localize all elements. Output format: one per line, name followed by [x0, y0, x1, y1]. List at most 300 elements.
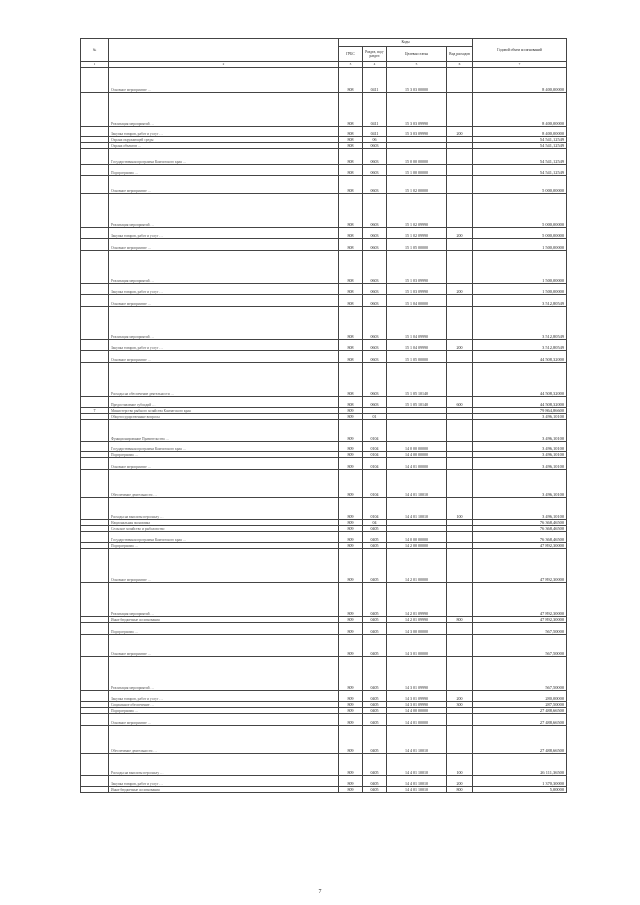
razdel-code: 0603 — [363, 239, 387, 251]
grbs-code: 809 — [339, 442, 363, 452]
row-number — [81, 549, 109, 583]
row-number — [81, 295, 109, 307]
razdel-code: 0405 — [363, 691, 387, 702]
row-number — [81, 498, 109, 520]
expense-type-code — [447, 351, 473, 363]
target-article-code: 15 3 03 00000 — [387, 68, 447, 93]
target-article-code: 14 3 00 00000 — [387, 623, 447, 635]
expense-type-code — [447, 363, 473, 397]
target-article-code: 15 1 00 00000 — [387, 165, 447, 176]
grbs-code: 809 — [339, 691, 363, 702]
row-description: Министерство рыбного хозяйства Камчатского края — [109, 408, 339, 414]
table-row — [81, 787, 567, 793]
amount-value: 26 111,36500 — [473, 754, 567, 776]
row-description: Основное мероприятие … — [109, 295, 339, 307]
row-number — [81, 397, 109, 408]
row-number — [81, 127, 109, 137]
table-row — [81, 623, 567, 635]
row-number — [81, 307, 109, 340]
grbs-code: 809 — [339, 714, 363, 726]
table-row — [81, 583, 567, 617]
row-description: Социальное обеспечение … — [109, 702, 339, 708]
amount-value: 3 496,10100 — [473, 414, 567, 420]
amount-value: 3 496,10100 — [473, 420, 567, 442]
row-number — [81, 68, 109, 93]
row-description: Сельское хозяйство и рыболовство — [109, 526, 339, 532]
target-article-code: 14 3 01 09990 — [387, 702, 447, 708]
table-row — [81, 420, 567, 442]
razdel-code: 0405 — [363, 702, 387, 708]
row-description: Подпрограмма … — [109, 708, 339, 714]
amount-value: 3 512,80549 — [473, 307, 567, 340]
grbs-code: 808 — [339, 351, 363, 363]
row-description: Закупка товаров, работ и услуг … — [109, 776, 339, 787]
expense-type-code — [447, 307, 473, 340]
expense-type-code — [447, 532, 473, 543]
razdel-code: 0603 — [363, 228, 387, 239]
target-article-code: 14 4 01 00000 — [387, 458, 447, 470]
amount-value: 3 496,10100 — [473, 498, 567, 520]
grbs-code: 808 — [339, 251, 363, 284]
table-row — [81, 239, 567, 251]
amount-value: 54 541,12549 — [473, 149, 567, 165]
target-article-code: 14 4 01 10010 — [387, 776, 447, 787]
row-number: 7 — [81, 408, 109, 414]
grbs-code: 809 — [339, 543, 363, 549]
table-row — [81, 726, 567, 754]
grbs-code: 809 — [339, 787, 363, 793]
target-article-code: 14 4 01 10010 — [387, 787, 447, 793]
grbs-code: 809 — [339, 458, 363, 470]
expense-type-code: 200 — [447, 776, 473, 787]
expense-type-code: 100 — [447, 498, 473, 520]
amount-value: 8 400,00000 — [473, 93, 567, 127]
grbs-code: 809 — [339, 754, 363, 776]
expense-type-code — [447, 583, 473, 617]
target-article-code: 15 3 03 09990 — [387, 127, 447, 137]
amount-value: 76 368,46500 — [473, 532, 567, 543]
amount-value: 79 864,86600 — [473, 408, 567, 414]
razdel-code: 0405 — [363, 714, 387, 726]
row-description: Расходы на обеспечение деятельности … — [109, 363, 339, 397]
table-row — [81, 93, 567, 127]
table-row — [81, 149, 567, 165]
expense-type-code: 200 — [447, 691, 473, 702]
table-row — [81, 549, 567, 583]
grbs-code: 808 — [339, 397, 363, 408]
amount-value: 27 488,66500 — [473, 708, 567, 714]
amount-value: 3 496,10100 — [473, 458, 567, 470]
amount-value: 76 368,46500 — [473, 526, 567, 532]
row-description: Охрана объектов … — [109, 143, 339, 149]
amount-value: 5 000,00000 — [473, 194, 567, 228]
row-description: Реализация мероприятий … — [109, 93, 339, 127]
razdel-code: 0411 — [363, 68, 387, 93]
row-number — [81, 532, 109, 543]
row-description: Основное мероприятие … — [109, 176, 339, 194]
grbs-code: 809 — [339, 498, 363, 520]
row-description: Реализация мероприятий … — [109, 251, 339, 284]
razdel-code: 0405 — [363, 754, 387, 776]
razdel-code: 0411 — [363, 93, 387, 127]
row-number — [81, 176, 109, 194]
table-row — [81, 295, 567, 307]
target-article-code — [387, 420, 447, 442]
row-number — [81, 787, 109, 793]
amount-value: 3 496,10100 — [473, 452, 567, 458]
expense-type-code — [447, 714, 473, 726]
row-description: Реализация мероприятий … — [109, 194, 339, 228]
razdel-code: 0405 — [363, 787, 387, 793]
row-description: Закупка товаров, работ и услуг … — [109, 127, 339, 137]
target-article-code: 14 4 01 10010 — [387, 470, 447, 498]
grbs-code: 809 — [339, 420, 363, 442]
row-description: Основное мероприятие … — [109, 549, 339, 583]
grbs-code: 808 — [339, 127, 363, 137]
expense-type-code — [447, 251, 473, 284]
row-description: Обеспечение деятельности … — [109, 726, 339, 754]
row-description: Закупка товаров, работ и услуг … — [109, 340, 339, 351]
expense-type-code: 100 — [447, 754, 473, 776]
target-article-code: 14 0 00 00000 — [387, 532, 447, 543]
grbs-code: 809 — [339, 657, 363, 691]
grbs-code: 808 — [339, 143, 363, 149]
col-grbs-header: ГРБС — [339, 47, 363, 62]
razdel-code: 0104 — [363, 458, 387, 470]
target-article-code: 15 1 03 09990 — [387, 251, 447, 284]
grbs-code: 809 — [339, 520, 363, 526]
row-number — [81, 623, 109, 635]
amount-value: 44 508,32000 — [473, 397, 567, 408]
razdel-code: 0405 — [363, 583, 387, 617]
target-article-code: 14 3 01 09990 — [387, 691, 447, 702]
target-article-code: 14 3 01 00000 — [387, 635, 447, 657]
expense-type-code: 300 — [447, 702, 473, 708]
expense-type-code — [447, 635, 473, 657]
expense-type-code: 600 — [447, 397, 473, 408]
table-row — [81, 165, 567, 176]
table-row — [81, 307, 567, 340]
expense-type-code — [447, 442, 473, 452]
grbs-code: 808 — [339, 137, 363, 143]
razdel-code: 0603 — [363, 295, 387, 307]
row-number — [81, 470, 109, 498]
row-description: Иные бюджетные ассигнования — [109, 787, 339, 793]
grbs-code: 808 — [339, 284, 363, 295]
amount-value: 44 508,32000 — [473, 363, 567, 397]
column-number: 1 — [81, 62, 109, 68]
row-description: Реализация мероприятий … — [109, 307, 339, 340]
table-row — [81, 397, 567, 408]
grbs-code: 809 — [339, 414, 363, 420]
row-description: Закупка товаров, работ и услуг … — [109, 691, 339, 702]
expense-type-code: 800 — [447, 617, 473, 623]
row-description: Государственная программа Камчатского края … — [109, 442, 339, 452]
amount-value: 76 368,46500 — [473, 520, 567, 526]
amount-value: 1 500,00000 — [473, 239, 567, 251]
row-number — [81, 657, 109, 691]
razdel-code: 0603 — [363, 143, 387, 149]
target-article-code: 14 4 00 00000 — [387, 708, 447, 714]
expense-type-code — [447, 176, 473, 194]
target-article-code: 15 1 05 00000 — [387, 351, 447, 363]
grbs-code: 808 — [339, 363, 363, 397]
razdel-code: 01 — [363, 414, 387, 420]
amount-value: 3 512,80549 — [473, 295, 567, 307]
table-row — [81, 657, 567, 691]
row-description: Расходы на выплаты персоналу … — [109, 754, 339, 776]
table-row — [81, 458, 567, 470]
amount-value: 287,50000 — [473, 702, 567, 708]
table-row — [81, 284, 567, 295]
table-row — [81, 776, 567, 787]
row-number — [81, 420, 109, 442]
table-row — [81, 470, 567, 498]
razdel-code: 0603 — [363, 251, 387, 284]
grbs-code: 809 — [339, 635, 363, 657]
amount-value: 8 400,00000 — [473, 127, 567, 137]
grbs-code: 808 — [339, 228, 363, 239]
grbs-code: 808 — [339, 165, 363, 176]
razdel-code: 0104 — [363, 470, 387, 498]
col-razdel-header: Раздел, под-раздел — [363, 47, 387, 62]
row-description: Реализация мероприятий … — [109, 583, 339, 617]
target-article-code: 15 3 03 09990 — [387, 93, 447, 127]
row-description: Расходы на выплаты персоналу … — [109, 498, 339, 520]
target-article-code: 14 2 01 00000 — [387, 549, 447, 583]
row-number — [81, 228, 109, 239]
razdel-code: 0603 — [363, 194, 387, 228]
table-row — [81, 754, 567, 776]
amount-value: 54 541,12549 — [473, 165, 567, 176]
razdel-code: 0405 — [363, 617, 387, 623]
razdel-code: 0411 — [363, 127, 387, 137]
amount-value: 3 512,80549 — [473, 340, 567, 351]
razdel-code: 0405 — [363, 635, 387, 657]
expense-type-code — [447, 165, 473, 176]
grbs-code: 808 — [339, 194, 363, 228]
razdel-code: 0405 — [363, 532, 387, 543]
row-number — [81, 251, 109, 284]
target-article-code: 15 1 05 00000 — [387, 239, 447, 251]
table-row — [81, 351, 567, 363]
grbs-code: 808 — [339, 93, 363, 127]
col-tselevaya-header: Целевая статья — [387, 47, 447, 62]
amount-value: 3 496,10100 — [473, 442, 567, 452]
amount-value: 1 500,00000 — [473, 284, 567, 295]
row-description: Основное мероприятие … — [109, 458, 339, 470]
amount-value: 47 892,30000 — [473, 543, 567, 549]
budget-table — [80, 38, 567, 793]
row-number — [81, 691, 109, 702]
grbs-code: 809 — [339, 452, 363, 458]
table-row — [81, 442, 567, 452]
grbs-code: 809 — [339, 702, 363, 708]
expense-type-code — [447, 93, 473, 127]
razdel-code: 0104 — [363, 498, 387, 520]
razdel-code: 0405 — [363, 549, 387, 583]
grbs-code: 808 — [339, 295, 363, 307]
grbs-code: 809 — [339, 708, 363, 714]
col-amount-header: Годовой объем ассигнований — [473, 39, 567, 62]
razdel-code: 0603 — [363, 307, 387, 340]
razdel-code: 04 — [363, 520, 387, 526]
col-no-header: № — [81, 39, 109, 62]
row-description: Основное мероприятие … — [109, 714, 339, 726]
table-row — [81, 127, 567, 137]
amount-value: 1 500,00000 — [473, 251, 567, 284]
column-number: 6 — [447, 62, 473, 68]
expense-type-code — [447, 239, 473, 251]
expense-type-code: 200 — [447, 127, 473, 137]
target-article-code: 15 1 04 00000 — [387, 295, 447, 307]
amount-value: 3 496,10100 — [473, 470, 567, 498]
amount-value: 27 488,66500 — [473, 714, 567, 726]
expense-type-code — [447, 194, 473, 228]
row-number — [81, 776, 109, 787]
row-description: Иные бюджетные ассигнования — [109, 617, 339, 623]
razdel-code: 0603 — [363, 351, 387, 363]
table-row — [81, 691, 567, 702]
grbs-code: 808 — [339, 340, 363, 351]
expense-type-code — [447, 420, 473, 442]
row-description: Обеспечение деятельности … — [109, 470, 339, 498]
razdel-code: 0603 — [363, 397, 387, 408]
row-description: Предоставление субсидий … — [109, 397, 339, 408]
expense-type-code — [447, 623, 473, 635]
target-article-code: 15 1 04 09990 — [387, 307, 447, 340]
table-row — [81, 176, 567, 194]
target-article-code: 14 3 01 09990 — [387, 657, 447, 691]
razdel-code: 0603 — [363, 149, 387, 165]
target-article-code: 14 4 01 10010 — [387, 754, 447, 776]
razdel-code: 0405 — [363, 708, 387, 714]
target-article-code: 14 0 00 00000 — [387, 442, 447, 452]
target-article-code: 14 2 01 09990 — [387, 583, 447, 617]
expense-type-code — [447, 657, 473, 691]
row-description: Функционирование Правительства … — [109, 420, 339, 442]
target-article-code: 15 1 04 09990 — [387, 340, 447, 351]
target-article-code: 14 4 01 10010 — [387, 498, 447, 520]
razdel-code: 0405 — [363, 526, 387, 532]
razdel-code: 0603 — [363, 340, 387, 351]
codes-header: Коды — [339, 39, 473, 47]
grbs-code: 809 — [339, 583, 363, 617]
row-description: Основное мероприятие … — [109, 239, 339, 251]
razdel-code: 0405 — [363, 726, 387, 754]
table-row — [81, 714, 567, 726]
row-description: Подпрограмма … — [109, 623, 339, 635]
budget-sheet — [80, 38, 566, 793]
row-number — [81, 442, 109, 452]
grbs-code: 809 — [339, 526, 363, 532]
razdel-code: 0104 — [363, 420, 387, 442]
row-number — [81, 93, 109, 127]
row-description: Общегосударственные вопросы — [109, 414, 339, 420]
grbs-code: 808 — [339, 176, 363, 194]
razdel-code: 0603 — [363, 176, 387, 194]
row-description: Подпрограмма … — [109, 165, 339, 176]
row-description: Подпрограмма … — [109, 452, 339, 458]
expense-type-code — [447, 295, 473, 307]
expense-type-code — [447, 726, 473, 754]
amount-value: 567,50000 — [473, 657, 567, 691]
amount-value: 5 000,00000 — [473, 176, 567, 194]
amount-value: 47 892,30000 — [473, 617, 567, 623]
amount-value: 567,50000 — [473, 623, 567, 635]
row-number — [81, 458, 109, 470]
razdel-code: 0104 — [363, 452, 387, 458]
grbs-code: 809 — [339, 470, 363, 498]
target-article-code: 14 4 01 10010 — [387, 726, 447, 754]
razdel-code: 06 — [363, 137, 387, 143]
amount-value: 8 400,00000 — [473, 68, 567, 93]
razdel-code: 0405 — [363, 623, 387, 635]
target-article-code: 15 0 00 00000 — [387, 149, 447, 165]
grbs-code: 809 — [339, 532, 363, 543]
razdel-code: 0603 — [363, 363, 387, 397]
grbs-code: 809 — [339, 776, 363, 787]
table-row — [81, 363, 567, 397]
row-description: Закупка товаров, работ и услуг … — [109, 284, 339, 295]
expense-type-code — [447, 68, 473, 93]
row-description: Государственная программа Камчатского края … — [109, 532, 339, 543]
row-number — [81, 635, 109, 657]
target-article-code: 15 1 03 09990 — [387, 284, 447, 295]
grbs-code: 809 — [339, 408, 363, 414]
grbs-code: 809 — [339, 617, 363, 623]
expense-type-code: 200 — [447, 284, 473, 295]
target-article-code: 14 2 00 00000 — [387, 543, 447, 549]
row-number — [81, 754, 109, 776]
amount-value: 27 488,66500 — [473, 726, 567, 754]
grbs-code: 808 — [339, 307, 363, 340]
expense-type-code — [447, 149, 473, 165]
expense-type-code: 800 — [447, 787, 473, 793]
grbs-code: 808 — [339, 68, 363, 93]
razdel-code: 0104 — [363, 442, 387, 452]
expense-type-code — [447, 458, 473, 470]
table-row — [81, 68, 567, 93]
razdel-code: 0405 — [363, 776, 387, 787]
amount-value: 47 892,30000 — [473, 549, 567, 583]
column-number: 3 — [339, 62, 363, 68]
grbs-code: 809 — [339, 549, 363, 583]
table-row — [81, 251, 567, 284]
col-name-header — [109, 39, 339, 62]
amount-value: 280,00000 — [473, 691, 567, 702]
row-description: Охрана окружающей среды — [109, 137, 339, 143]
razdel-code: 0405 — [363, 657, 387, 691]
row-number — [81, 363, 109, 397]
grbs-code: 808 — [339, 149, 363, 165]
amount-value: 54 541,12549 — [473, 143, 567, 149]
row-number — [81, 284, 109, 295]
row-description: Основное мероприятие … — [109, 635, 339, 657]
grbs-code: 809 — [339, 726, 363, 754]
target-article-code: 15 1 02 09990 — [387, 228, 447, 239]
expense-type-code — [447, 470, 473, 498]
table-row — [81, 194, 567, 228]
grbs-code: 808 — [339, 239, 363, 251]
amount-value: 1 370,30000 — [473, 776, 567, 787]
target-article-code: 14 4 01 00000 — [387, 714, 447, 726]
expense-type-code: 200 — [447, 228, 473, 239]
amount-value: 54 541,12549 — [473, 137, 567, 143]
row-number — [81, 583, 109, 617]
razdel-code: 0603 — [363, 284, 387, 295]
column-number: 4 — [363, 62, 387, 68]
